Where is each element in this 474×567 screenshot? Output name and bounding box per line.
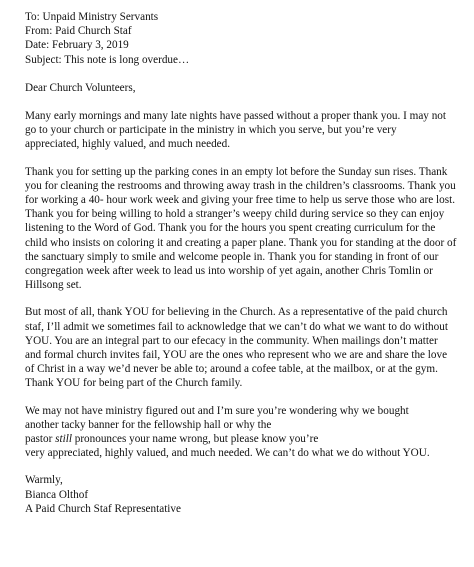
paragraph-line: for working a 40- hour work week and giving your free time to help us serve those who are lost.	[25, 194, 455, 207]
paragraph-line: child who insists on coloring it and creating a paper plane. Thank you for standing at the door of	[25, 236, 457, 249]
paragraph-closing-thoughts	[25, 404, 465, 461]
paragraph-line: Thank you for setting up the parking cones in an empty lot before the Sunday sun rises. Thank	[25, 165, 448, 178]
paragraph-line: the sanctuary simply to smile and welcome people in. Thank you for standing in front of our	[25, 250, 439, 263]
paragraph-line: We may not have ministry figured out and I’m sure you’re wondering why we bought	[25, 404, 409, 417]
paragraph-line: Many early mornings and many late nights have passed without a proper thank you. I may not	[25, 110, 446, 123]
paragraph-line: another tacky banner for the fellowship hall or why the	[25, 418, 272, 431]
emphasized-word: still	[55, 433, 72, 446]
signature-block	[25, 473, 465, 516]
paragraph-line: YOU. You are an integral part to our efecacy in the community. When mailings don’t matter	[25, 334, 438, 347]
paragraph-line: listening to the Word of God. Thank you for the hours you spent creating curriculum for the	[25, 222, 436, 235]
line-text-end: pronounces your name wrong, but please know you’re	[71, 433, 319, 446]
memo-from-line: From: Paid Church Staf	[25, 25, 132, 38]
memo-subject-line: Subject: This note is long overdue…	[25, 53, 190, 66]
paragraph-gratitude	[25, 109, 465, 152]
paragraph-line: go to your church or participate in the ministry in which you serve, but you’re very	[25, 124, 397, 137]
signer-name: Bianca Olthof	[25, 488, 89, 501]
valediction: Warmly,	[25, 474, 63, 487]
paragraph-line-with-emphasis	[25, 432, 465, 446]
paragraph-line: you for cleaning the restrooms and throwing away trash in the children’s classrooms. Thank you	[25, 179, 456, 192]
paragraph-thank-you-list	[25, 165, 465, 293]
paragraph-line: of Christ in a way we’d never be able to; around a cofee table, at the mailbox, or at the gym.	[25, 363, 438, 376]
salutation: Dear Church Volunteers,	[25, 81, 136, 94]
paragraph-line: Hillsong set.	[25, 279, 82, 292]
memo-date-line: Date: February 3, 2019	[25, 39, 129, 52]
line-text-start: pastor	[25, 433, 56, 446]
paragraph-believing-in-church	[25, 305, 465, 390]
paragraph-line: very appreciated, highly valued, and much needed. We can’t do what we do without YOU.	[25, 447, 430, 460]
paragraph-line: staf, I’ll admit we sometimes fail to acknowledge that we can’t do what we want to do without	[25, 320, 448, 333]
paragraph-line: Thank you for being willing to hold a stranger’s weepy child during service so they can enjoy	[25, 208, 445, 221]
paragraph-line: congregation week after week to lead us into worship of yet again, another Chris Tomlin or	[25, 265, 433, 278]
memo-header	[25, 10, 465, 67]
paragraph-line: But most of all, thank YOU for believing in the Church. As a representative of the paid church	[25, 306, 448, 319]
signer-title: A Paid Church Staf Representative	[25, 502, 181, 515]
paragraph-line: appreciated, highly valued, and much needed.	[25, 138, 231, 151]
memo-to-line: To: Unpaid Ministry Servants	[25, 11, 159, 23]
paragraph-line: Thank YOU for being part of the Church family.	[25, 377, 243, 390]
letter-page	[25, 10, 465, 516]
paragraph-line: and formal church invites fail, YOU are the ones who represent who we are and share the love	[25, 349, 448, 362]
